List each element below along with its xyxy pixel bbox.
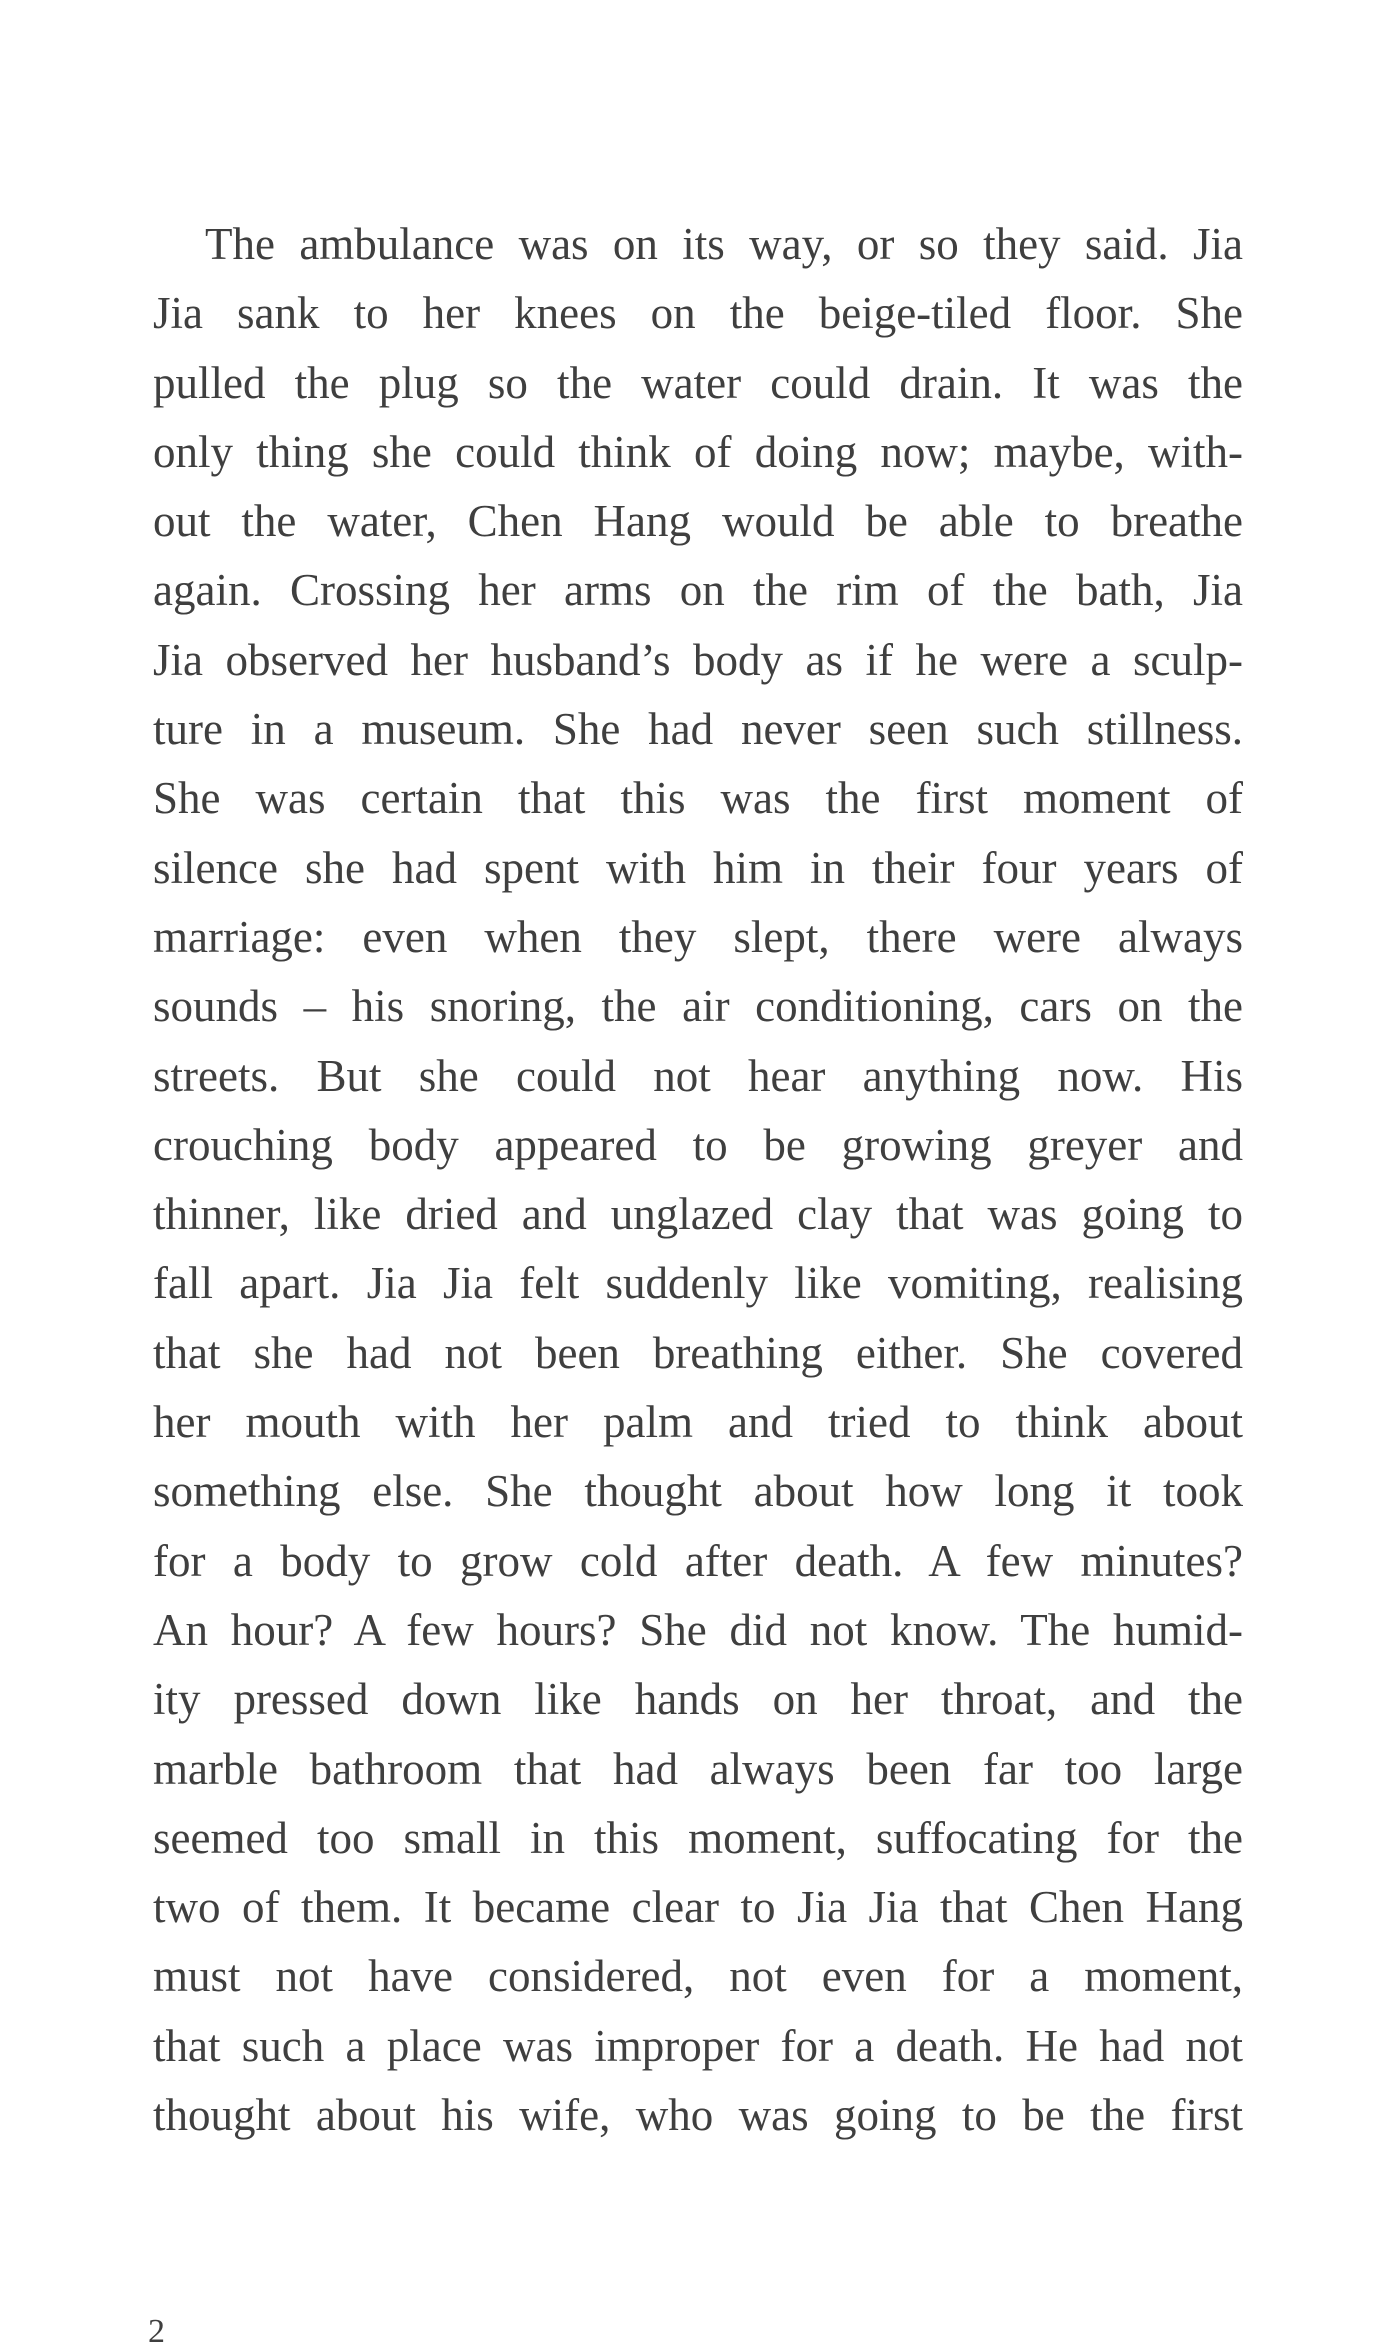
text-line: sounds – his snoring, the air conditioning, cars on the	[153, 981, 1243, 1032]
text-line: fall apart. Jia Jia felt suddenly like vomiting, realising	[153, 1258, 1243, 1309]
text-line: streets. But she could not hear anything now. His	[153, 1050, 1243, 1101]
page-number: 2	[148, 2313, 165, 2350]
text-line: again. Crossing her arms on the rim of the bath, Jia	[153, 565, 1243, 616]
text-line: marriage: even when they slept, there were always	[153, 911, 1243, 962]
text-line: that she had not been breathing either. She covered	[153, 1327, 1243, 1378]
text-line: seemed too small in this moment, suffocating for the	[153, 1812, 1243, 1863]
text-line: something else. She thought about how long it took	[153, 1466, 1243, 1517]
text-line: The ambulance was on its way, or so they said. Jia	[205, 219, 1243, 269]
text-line: thinner, like dried and unglazed clay that was going to	[153, 1189, 1243, 1240]
text-line: for a body to grow cold after death. A few minutes?	[153, 1535, 1243, 1586]
text-line: only thing she could think of doing now; maybe, with-	[153, 426, 1243, 477]
text-line: her mouth with her palm and tried to think about	[153, 1397, 1243, 1448]
text-line: ture in a museum. She had never seen such stillness.	[153, 704, 1243, 755]
text-line: crouching body appeared to be growing greyer and	[153, 1119, 1243, 1170]
text-line: ity pressed down like hands on her throat, and the	[153, 1674, 1243, 1725]
text-line: Jia sank to her knees on the beige-tiled floor. She	[153, 288, 1243, 339]
text-line: two of them. It became clear to Jia Jia that Chen Hang	[153, 1882, 1243, 1933]
text-line: that such a place was improper for a death. He had not	[153, 2020, 1243, 2071]
body-text	[153, 210, 1243, 2150]
text-line: thought about his wife, who was going to be the first	[153, 2090, 1243, 2141]
text-line: must not have considered, not even for a moment,	[153, 1951, 1243, 2002]
text-line: pulled the plug so the water could drain. It was the	[153, 357, 1243, 408]
text-line: She was certain that this was the first moment of	[153, 773, 1243, 824]
text-line: Jia observed her husband’s body as if he were a sculp-	[153, 634, 1243, 685]
text-line: silence she had spent with him in their four years of	[153, 842, 1243, 893]
text-line: An hour? A few hours? She did not know. The humid-	[153, 1604, 1243, 1655]
text-line: out the water, Chen Hang would be able to breathe	[153, 496, 1243, 547]
text-line: marble bathroom that had always been far too large	[153, 1743, 1243, 1794]
